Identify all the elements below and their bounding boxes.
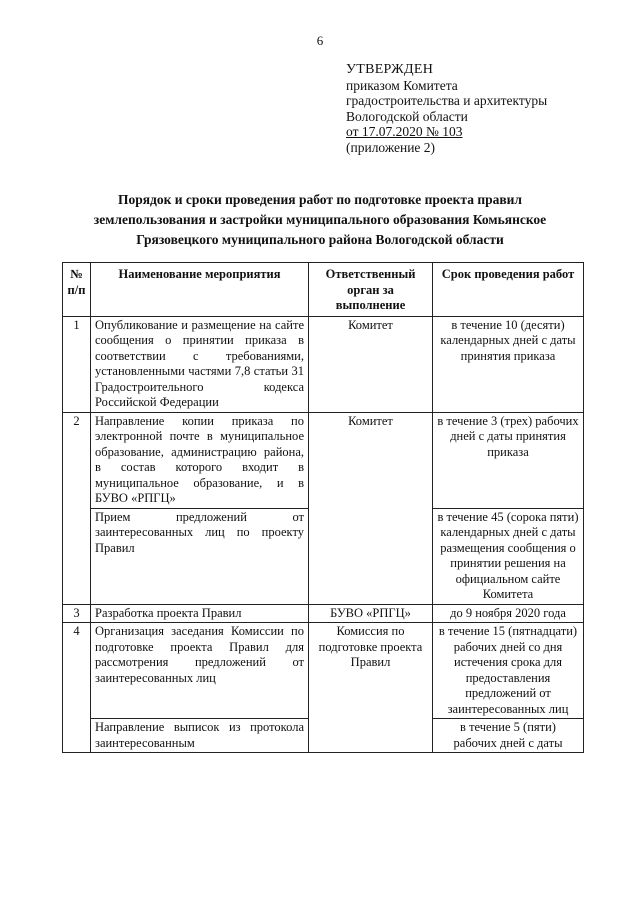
row-responsible: Комитет [309,316,433,412]
row-deadline: в течение 15 (пятнадцати) рабочих дней со дня истечения срока для предоставления предложений от заинтересованных лиц [433,623,584,719]
schedule-table [62,262,584,753]
table-row [63,412,584,508]
row-deadline: до 9 ноября 2020 года [433,604,584,623]
approval-stamp [346,62,547,155]
row-deadline: в течение 5 (пяти) рабочих дней с даты [433,719,584,753]
approval-order-date: от 17.07.2020 № 103 [346,124,463,139]
approval-line-2: градостроительства и архитектуры [346,93,548,108]
row-num: 4 [63,623,91,753]
approval-line-1: приказом Комитета [346,77,458,93]
header-num: № п/п [63,263,91,317]
row-responsible: Комиссия по подготовке проекта Правил [309,623,433,753]
row-deadline: в течение 45 (сорока пяти) календарных дней с даты размещения сообщения о принятии решения на официальном сайте Комитета [433,508,584,604]
row-num: 3 [63,604,91,623]
row-deadline: в течение 3 (трех) рабочих дней с даты принятия приказа [433,412,584,508]
page-number: 6 [316,33,324,48]
document-title [80,190,560,250]
header-activity: Наименование мероприятия [91,263,309,317]
row-responsible: БУВО «РПГЦ» [309,604,433,623]
table-header-row [63,263,584,317]
row-activity: Организация заседания Комиссии по подготовке проекта Правил для рассмотрения предложений от заинтересованных лиц [91,623,309,719]
title-line-1: Порядок и сроки проведения работ по подготовке проекта правил [117,192,522,207]
header-responsible: Ответственный орган за выполнение [309,263,433,317]
row-activity: Разработка проекта Правил [91,604,309,623]
row-activity: Опубликование и размещение на сайте сообщения о принятии приказа в соответствии с требованиями, установленными частями 7,8 статьи 31 Градостроительного кодекса Российской Федерации [91,316,309,412]
row-responsible: Комитет [309,412,433,604]
approval-line-3: Вологодской области [346,108,468,124]
header-deadline: Срок проведения работ [433,263,584,317]
row-activity: Прием предложений от заинтересованных лиц по проекту Правил [91,508,309,604]
approval-appendix: (приложение 2) [346,139,436,155]
table-row [63,316,584,412]
approval-heading: УТВЕРЖДЕН [346,62,434,77]
row-num: 1 [63,316,91,412]
row-activity: Направление копии приказа по электронной почте в муниципальное образование, администрацию района, в состав которого входит в муниципальное образование, и в БУВО «РПГЦ» [91,412,309,508]
table-row [63,623,584,719]
row-num: 2 [63,412,91,604]
row-activity: Направление выписок из протокола заинтересованным [91,719,309,753]
title-line-3: Грязовецкого муниципального района Вологодской области [136,232,504,247]
table-row [63,604,584,623]
row-deadline: в течение 10 (десяти) календарных дней с даты принятия приказа [433,316,584,412]
title-line-2: землепользования и застройки муниципального образования Комьянское [93,212,547,227]
